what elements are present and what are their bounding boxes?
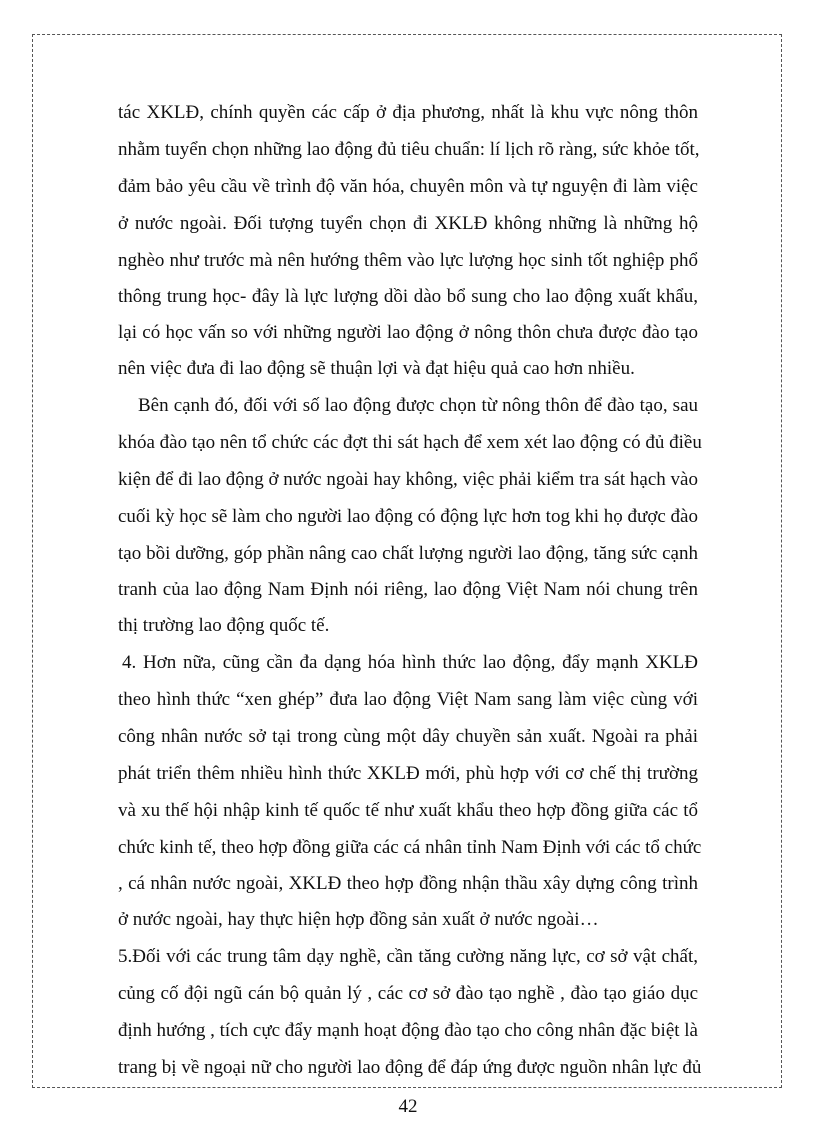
text-line: phát triển thêm nhiều hình thức XKLĐ mới, phù hợp với cơ chế thị trường bbox=[118, 763, 698, 784]
text-line: ở nước ngoài. Đối tượng tuyển chọn đi XKLĐ không những là những hộ bbox=[118, 213, 698, 234]
text-line: , cá nhân nước ngoài, XKLĐ theo hợp đồng nhận thầu xây dựng công trình bbox=[118, 873, 698, 894]
text-line: lại có học vấn so với những người lao động ở nông thôn chưa được đào tạo bbox=[118, 322, 698, 343]
text-line: trang bị về ngoại nữ cho người lao động để đáp ứng được nguồn nhân lực đủ bbox=[118, 1057, 702, 1078]
text-line: tác XKLĐ, chính quyền các cấp ở địa phương, nhất là khu vực nông thôn bbox=[118, 102, 698, 123]
text-line: công nhân nước sở tại trong cùng một dây chuyền sản xuất. Ngoài ra phải bbox=[118, 726, 698, 747]
text-line: khóa đào tạo nên tổ chức các đợt thi sát hạch để xem xét lao động có đủ điều bbox=[118, 432, 702, 453]
text-line: đảm bảo yêu cầu về trình độ văn hóa, chuyên môn và tự nguyện đi làm việc bbox=[118, 176, 698, 197]
text-line: 5.Đối với các trung tâm dạy nghề, cần tăng cường năng lực, cơ sở vật chất, bbox=[118, 946, 698, 967]
text-line: kiện để đi lao động ở nước ngoài hay không, việc phải kiểm tra sát hạch vào bbox=[118, 469, 698, 490]
text-line: nghèo như trước mà nên hướng thêm vào lực lượng học sinh tốt nghiệp phổ bbox=[118, 250, 698, 271]
text-line: nên việc đưa đi lao động sẽ thuận lợi và đạt hiệu quả cao hơn nhiều. bbox=[118, 358, 635, 379]
text-line: Bên cạnh đó, đối với số lao động được chọn từ nông thôn để đào tạo, sau bbox=[138, 395, 698, 416]
text-line: tranh của lao động Nam Định nói riêng, lao động Việt Nam nói chung trên bbox=[118, 579, 698, 600]
text-line: ở nước ngoài, hay thực hiện hợp đồng sản xuất ở nước ngoài… bbox=[118, 909, 599, 930]
text-line: củng cố đội ngũ cán bộ quản lý , các cơ sở đào tạo nghề , đào tạo giáo dục bbox=[118, 983, 698, 1004]
page-number: 42 bbox=[398, 1096, 418, 1117]
text-line: nhằm tuyển chọn những lao động đủ tiêu chuẩn: lí lịch rõ ràng, sức khỏe tốt, bbox=[118, 139, 700, 160]
text-line: tạo bồi dưỡng, góp phần nâng cao chất lượng người lao động, tăng sức cạnh bbox=[118, 543, 698, 564]
text-line: cuối kỳ học sẽ làm cho người lao động có động lực hơn tog khi họ được đào bbox=[118, 506, 698, 527]
text-line: theo hình thức “xen ghép” đưa lao động Việt Nam sang làm việc cùng với bbox=[118, 689, 698, 710]
text-line: thông trung học- đây là lực lượng dồi dào bổ sung cho lao động xuất khẩu, bbox=[118, 286, 698, 307]
text-line: định hướng , tích cực đẩy mạnh hoạt động đào tạo cho công nhân đặc biệt là bbox=[118, 1020, 698, 1041]
text-line: và xu thế hội nhập kinh tế quốc tế như xuất khẩu theo hợp đồng giữa các tổ bbox=[118, 800, 698, 821]
text-line: 4. Hơn nữa, cũng cần đa dạng hóa hình thức lao động, đẩy mạnh XKLĐ bbox=[122, 652, 698, 673]
text-line: thị trường lao động quốc tế. bbox=[118, 615, 330, 636]
text-line: chức kinh tế, theo hợp đồng giữa các cá nhân tỉnh Nam Định với các tổ chức bbox=[118, 837, 702, 858]
